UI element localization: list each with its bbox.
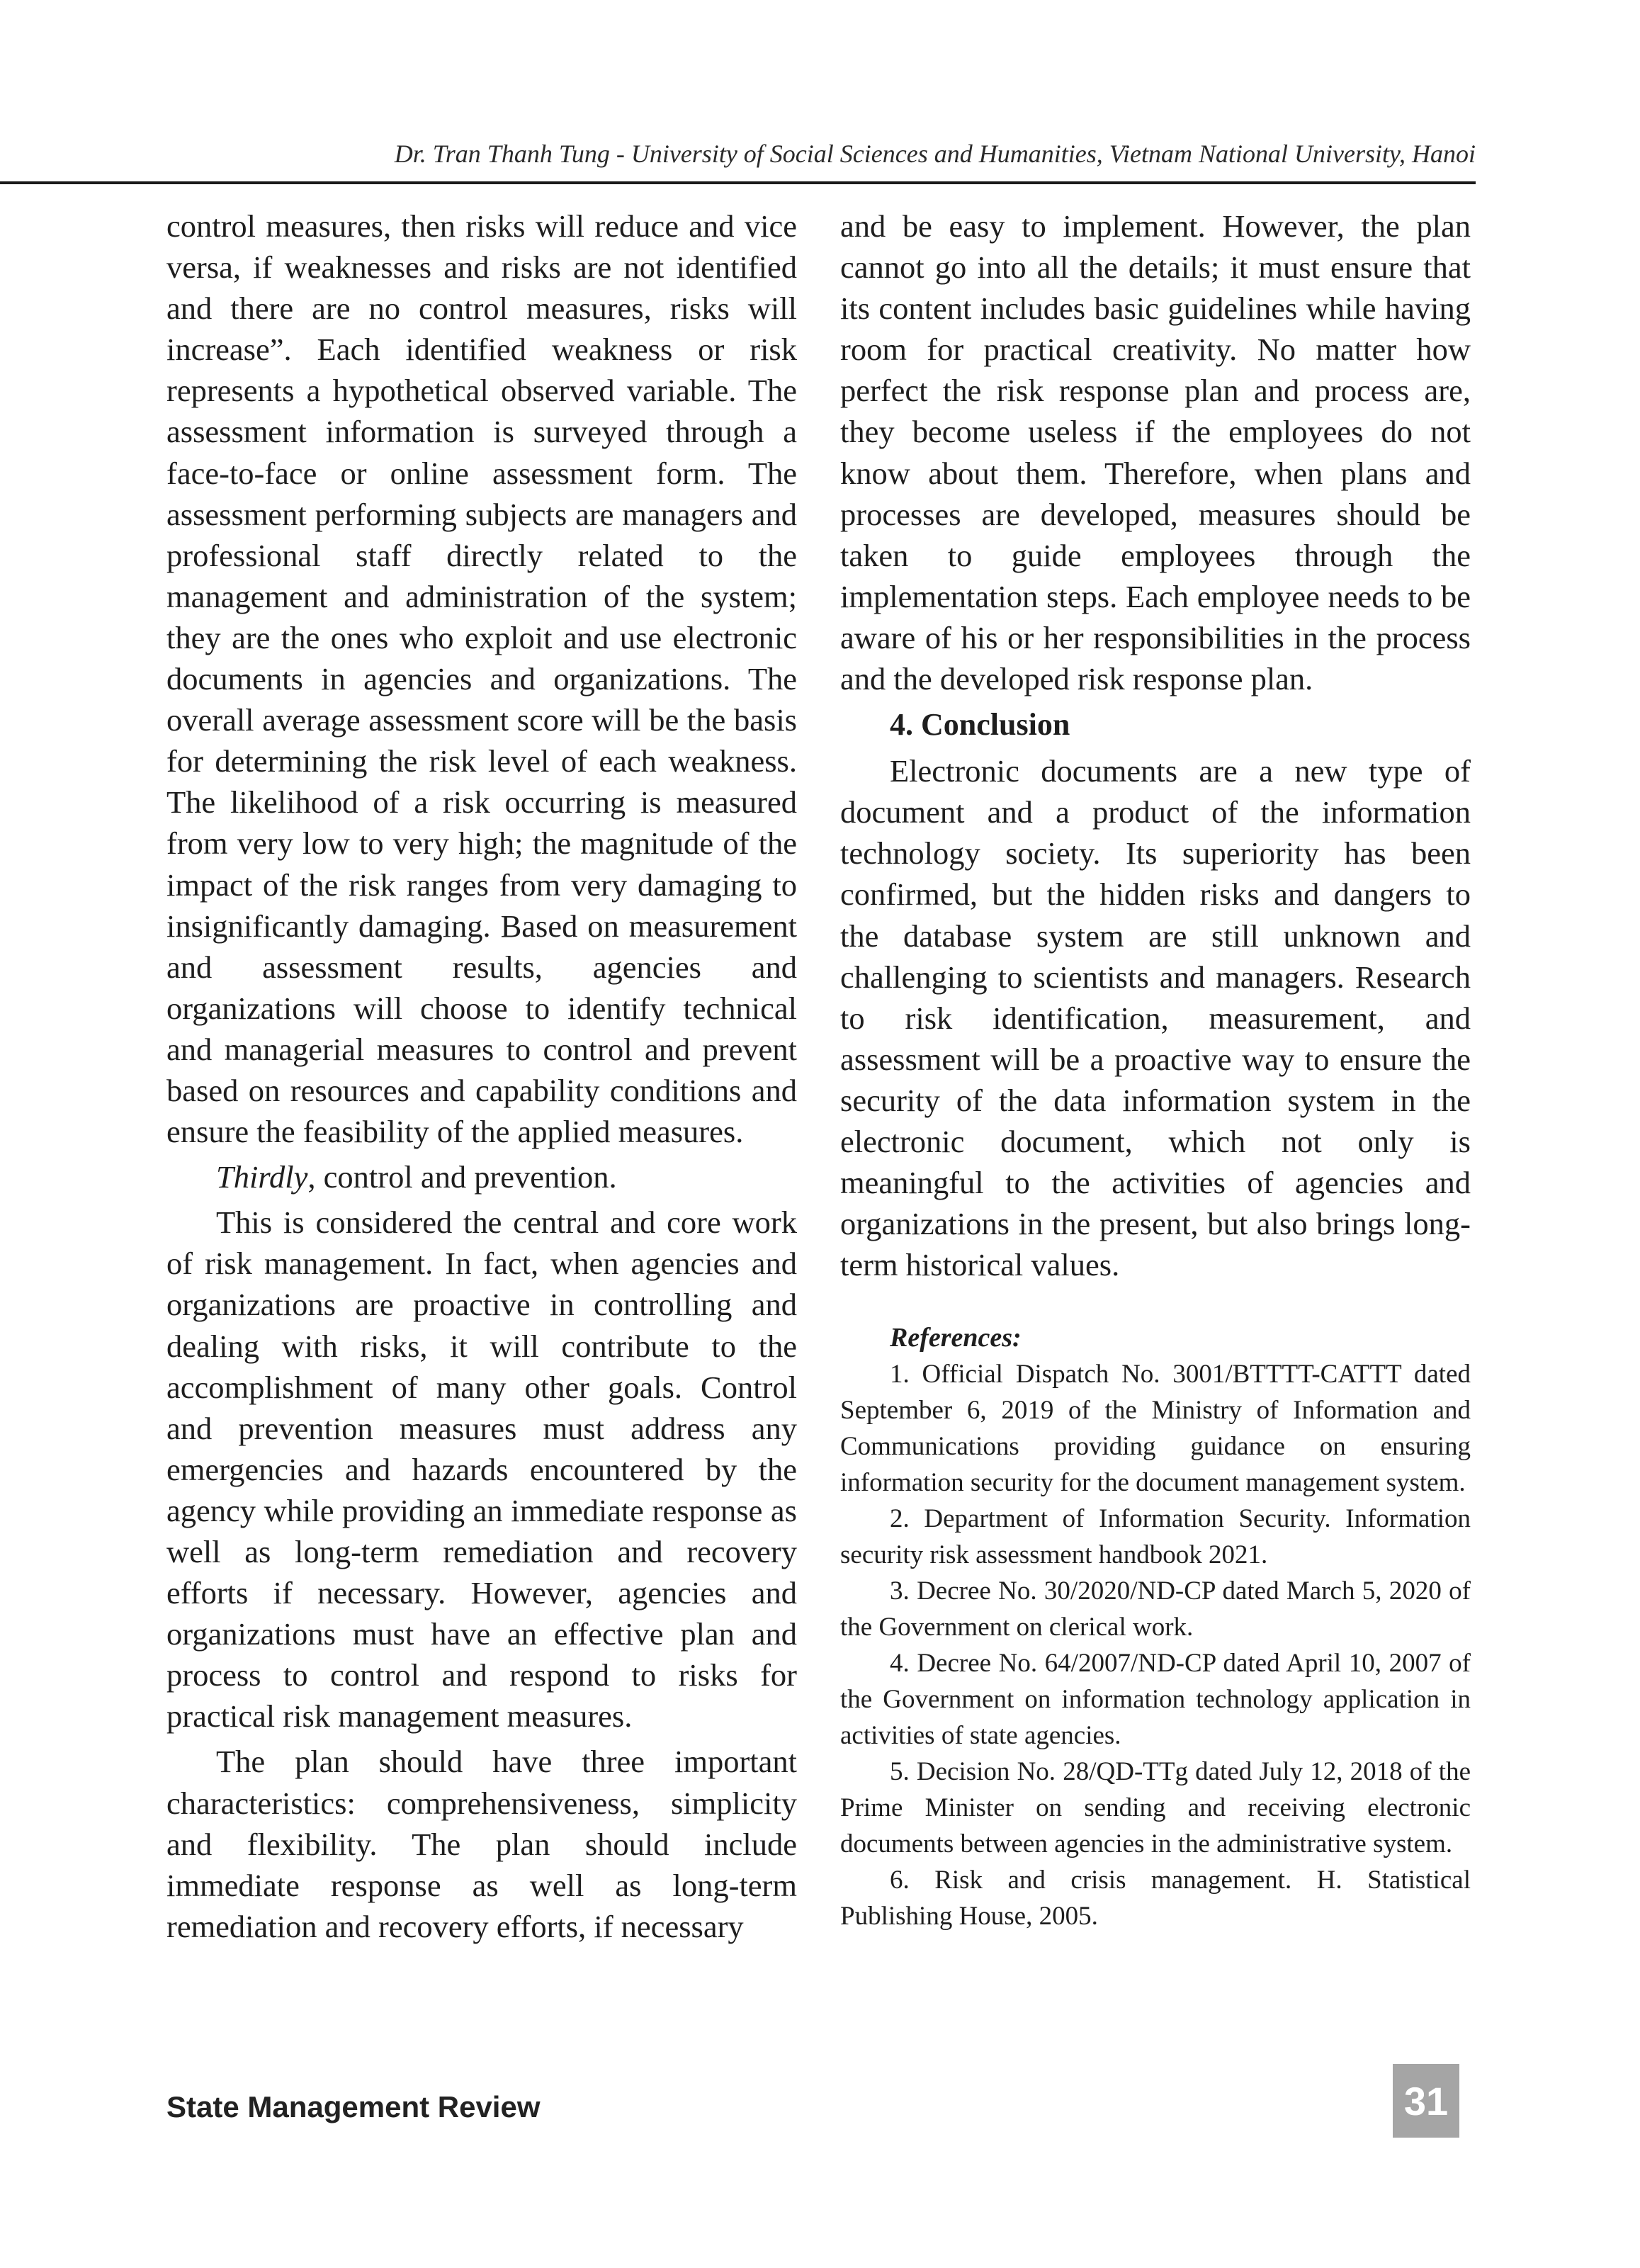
reference-item: 2. Department of Information Security. Information security risk assessment handbook 2021. (840, 1504, 1471, 1570)
reference-item: 4. Decree No. 64/2007/ND-CP dated April 10, 2007 of the Government on information technology application in activities of state agencies. (840, 1649, 1471, 1751)
left-paragraph-4: The plan should have three important characteristics: comprehensiveness, simplicity and flexibility. The plan should include immediate response as well as long-term remediation and recovery efforts, if necessary (166, 1744, 797, 1944)
thirdly-emphasis: Thirdly (216, 1159, 308, 1195)
references-title: References: (890, 1323, 1022, 1353)
left-paragraph-2 (166, 1156, 797, 1197)
reference-item: 3. Decree No. 30/2020/ND-CP dated March 5, 2020 of the Government on clerical work. (840, 1576, 1471, 1642)
reference-item: 5. Decision No. 28/QD-TTg dated July 12, 2018 of the Prime Minister on sending and receiving electronic documents between agencies in the administrative system. (840, 1757, 1471, 1859)
page-number-badge (1393, 2064, 1459, 2138)
running-head: Dr. Tran Thanh Tung - University of Social Sciences and Humanities, Vietnam National University, Hanoi (394, 140, 1476, 168)
right-paragraph-1: and be easy to implement. However, the plan cannot go into all the details; it must ensure that its content includes basic guidelines while having room for practical creativity. No matter how perfect the risk response plan and process are, they become useless if the employees do not know about them. Therefore, when plans and processes are developed, measures should be taken to guide employees through the implementation steps. Each employee needs to be aware of his or her responsibilities in the process and the developed risk response plan. (840, 208, 1471, 697)
reference-item: 1. Official Dispatch No. 3001/BTTTT-CATTT dated September 6, 2019 of the Ministry of Information and Communications providing guidance on ensuring information security for the document management system. (840, 1360, 1471, 1498)
thirdly-rest: , control and prevention. (307, 1159, 617, 1195)
left-column (166, 205, 797, 1947)
right-paragraph-2: Electronic documents are a new type of document and a product of the information technology society. Its superiority has been confirmed, but the hidden risks and dangers to the database system are still unknown and challenging to scientists and managers. Research to risk identification, measurement, and assessment will be a proactive way to ensure the security of the data information system in the electronic document, which not only is meaningful to the activities of agencies and organizations in the present, but also brings long-term historical values. (840, 753, 1471, 1283)
right-column (840, 205, 1471, 1934)
header-rule (0, 181, 1476, 184)
left-paragraph-1: control measures, then risks will reduce and vice versa, if weaknesses and risks are not identified and there are no control measures, risks will increase”. Each identified weakness or risk represents a hypothetical observed variable. The assessment information is surveyed through a face-to-face or online assessment form. The assessment performing subjects are managers and professional staff directly related to the management and administration of the system; they are the ones who exploit and use electronic documents in agencies and organizations. The overall average assessment score will be the basis for determining the risk level of each weakness. The likelihood of a risk occurring is measured from very low to very high; the magnitude of the impact of the risk ranges from very damaging to insignificantly damaging. Based on measurement and assessment results, agencies and organizations will choose to identify technical and managerial measures to control and prevent based on resources and capability conditions and ensure the feasibility of the applied measures. (166, 208, 797, 1150)
left-paragraph-3: This is considered the central and core work of risk management. In fact, when agencies and organizations are proactive in controlling and dealing with risks, it will contribute to the accomplishment of many other goals. Control and prevention measures must address any emergencies and hazards encountered by the agency while providing an immediate response as well as long-term remediation and recovery efforts if necessary. However, agencies and organizations must have an effective plan and process to control and respond to risks for practical risk management measures. (166, 1204, 797, 1734)
section-heading-conclusion: 4. Conclusion (890, 707, 1070, 743)
page-number: 31 (1403, 2078, 1449, 2123)
journal-title: State Management Review (166, 2090, 541, 2123)
reference-item: 6. Risk and crisis management. H. Statistical Publishing House, 2005. (840, 1866, 1471, 1931)
